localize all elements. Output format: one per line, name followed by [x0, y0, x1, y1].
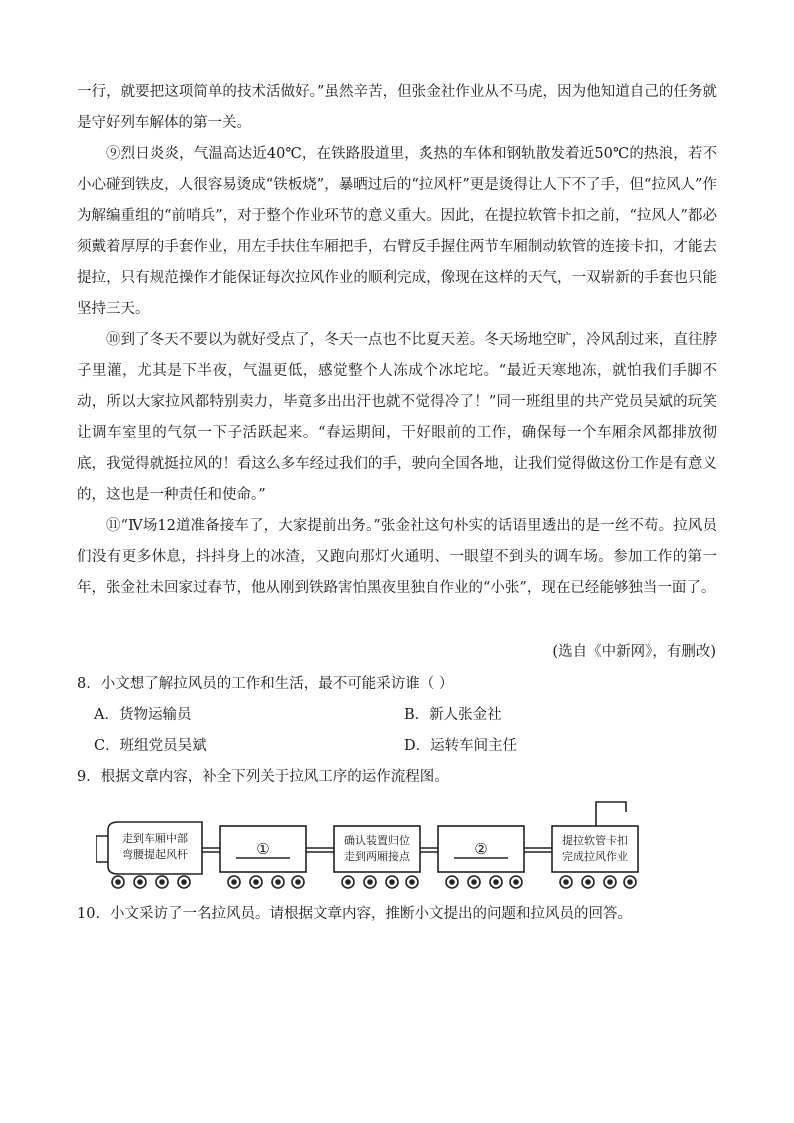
question-8-stem: 8．小文想了解拉风员的工作和生活，最不可能采访谁（ ）	[77, 676, 454, 692]
q8-option-d: D．运转车间主任	[404, 738, 518, 754]
car1-text-line1: 走到车厢中部	[122, 832, 188, 845]
paragraph-11: ⑪“Ⅳ场12道准备接车了，大家提前出务。”张金社这句朴实的话语里透出的是一丝不苟。拉风员们没有更多休息，抖抖身上的冰渣，又跑向那灯火通明、一眼望不到头的调车场。参加工作的第一年，张金社未回家过春节，他从刚到铁路害怕黑夜里独自作业的“小张”，现在已经能够独当一面了。	[77, 518, 717, 596]
car5-text-line1: 提拉软管卡扣	[562, 834, 628, 847]
question-9-stem: 9．根据文章内容，补全下列关于拉风工序的运作流程图。	[77, 769, 449, 785]
car-check-device	[334, 826, 420, 872]
paragraph-10: ⑩到了冬天不要以为就好受点了，冬天一点也不比夏天差。冬天场地空旷，冷风刮过来，直往脖子里灌，尤其是下半夜，气温更低，感觉整个人冻成个冰坨坨。“最近天寒地冻，就怕我们手脚不动，所以大家拉风都特别卖力，毕竟多出出汗也就不觉得冷了！”同一班组里的共产党员吴斌的玩笑让调车室里的气氛一下子活跃起来。“春运期间，干好眼前的工作，确保每一个车厢余风都排放彻底，我觉得就挺拉风的！看这么多车经过我们的手，驶向全国各地，让我们觉得做这份工作是有意义的，这也是一种责任和使命。”	[77, 332, 717, 503]
blank-1-label: ①	[256, 840, 270, 858]
train-flowchart	[96, 800, 656, 896]
question-10-stem: 10．小文采访了一名拉风员。请根据文章内容，推断小文提出的问题和拉风员的回答。	[77, 906, 632, 922]
car3-text-line2: 走到两厢接点	[344, 850, 410, 863]
q8-option-b: B．新人张金社	[404, 707, 502, 723]
car5-text-line2: 完成拉风作业	[562, 850, 628, 863]
q8-option-a: A．货物运输员	[94, 707, 192, 723]
source-citation: (选自《中新网》，有删改)	[552, 644, 716, 660]
paragraph-9: ⑨烈日炎炎，气温高达近40℃，在铁路股道里，炙热的车体和钢轨散发着近50℃的热浪，若不小心碰到铁皮，人很容易烫成“铁板烧”，暴晒过后的“拉风杆”更是烫得让人下不了手，但“拉风人”作为解编重组的“前哨兵”，对于整个作业环节的意义重大。因此，在提拉软管卡扣之前，“拉风人”都必须戴着厚厚的手套作业，用左手扶住车厢把手，右臂反手握住两节车厢制动软管的连接卡扣，才能去提拉，只有规范操作才能保证每次拉风作业的顺利完成，像现在这样的天气，一双崭新的手套也只能坚持三天。	[77, 146, 717, 317]
paragraph-continuation: 一行，就要把这项简单的技术活做好。”虽然辛苦，但张金社作业从不马虎，因为他知道自己的任务就是守好列车解体的第一关。	[77, 84, 717, 131]
q8-option-c: C．班组党员吴斌	[94, 738, 207, 754]
car-pull-hose	[552, 826, 638, 872]
car3-text-line1: 确认装置归位	[344, 834, 410, 847]
blank-2-label: ②	[474, 840, 488, 858]
locomotive-front	[96, 836, 108, 862]
chimney-hook	[596, 802, 626, 826]
car1-text-line2: 弯腰提起风杆	[122, 848, 188, 861]
